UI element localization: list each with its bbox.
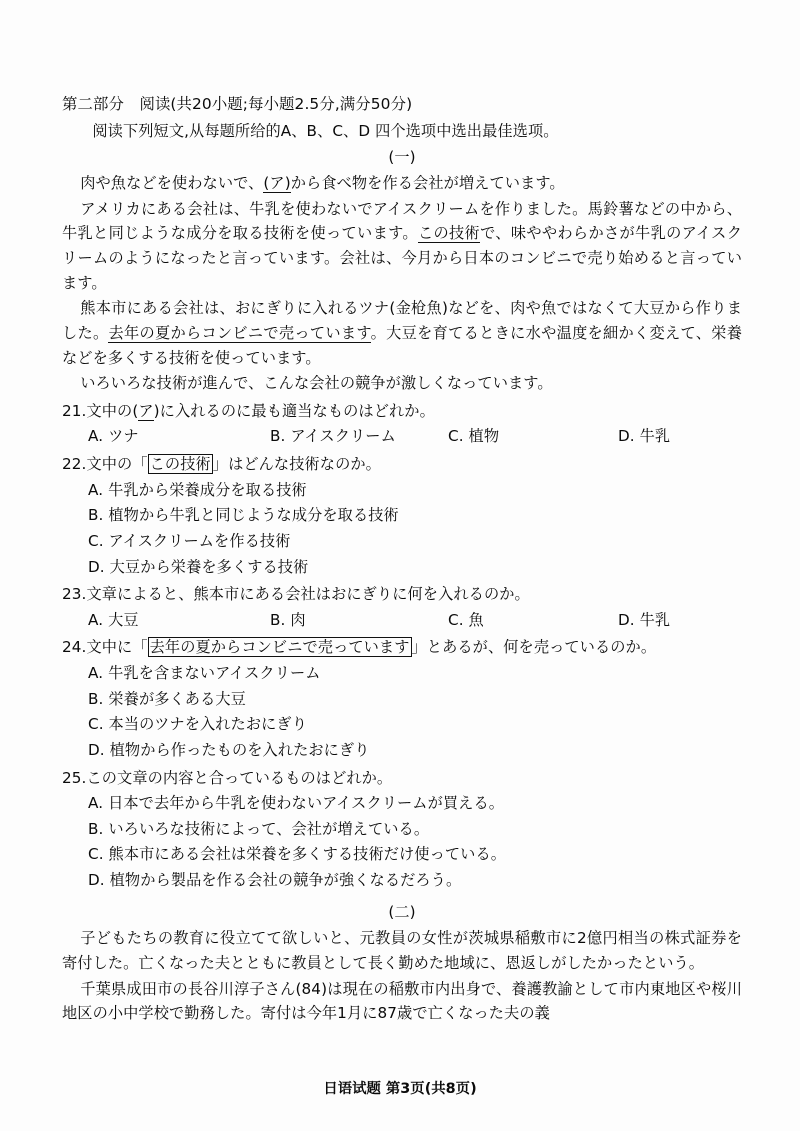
p3-underlined-phrase: 去年の夏からコンビニで売っています	[108, 323, 371, 342]
passage-one-paragraph-4: いろいろな技術が進んで、こんな会社の競争が激しくなっています。	[80, 374, 553, 393]
q24-option-a[interactable]: A. 牛乳を含まないアイスクリーム	[88, 664, 321, 683]
q21-number: 21.	[62, 401, 87, 420]
p3-text-a: 熊本市にある会社は、おにぎりに入れるツナ(金枪魚)などを、肉や魚ではなくて大豆から作りました。	[62, 299, 742, 342]
passage-one-label: (一)	[388, 147, 416, 166]
passage-two-paragraph-2: 千葉県成田市の長谷川淳子さん(84)は現在の稲敷市内出身で、養護教諭として市内東地区や桜川地区の小中学校で勤務した。寄付は今年1月に87歳で亡くなった夫の義	[62, 979, 742, 1023]
q22-option-c[interactable]: C. アイスクリームを作る技術	[88, 531, 291, 550]
q23-option-a[interactable]: A. 大豆	[88, 610, 139, 629]
q23-option-d[interactable]: D. 牛乳	[618, 610, 671, 629]
q22-option-a[interactable]: A. 牛乳から栄養成分を取る技術	[88, 480, 307, 499]
q22-stem-b: 」はどんな技術なのか。	[212, 455, 381, 474]
p1-text-after: から食べ物を作る会社が増えています。	[290, 174, 565, 193]
q25-stem-a: この文章の内容と合っているものはどれか。	[86, 768, 393, 787]
question-24-stem	[62, 635, 742, 660]
passage-two-label: (二)	[388, 902, 416, 921]
q25-option-a[interactable]: A. 日本で去年から牛乳を使わないアイスクリームが買える。	[88, 794, 505, 813]
p1-blank-marker: (ア)	[263, 174, 291, 193]
question-23-options	[88, 608, 742, 633]
passage-one-paragraph-3	[62, 296, 742, 370]
q24-boxed-phrase: 去年の夏からコンビニで売っています	[149, 638, 410, 657]
p2-text-b: で、味ややわらかさが牛乳のアイスクリームのようになったと言っています。会社は、今月から日本のコンビニで売り始めると言っています。	[62, 224, 742, 292]
passage-one-paragraph-1	[62, 171, 742, 196]
p1-text-before: 肉や魚などを使わないで、	[80, 174, 264, 193]
q21-option-a[interactable]: A. ツナ	[88, 427, 139, 446]
question-22-stem	[62, 452, 742, 477]
section-instruction: 阅读下列短文,从每题所给的A、B、C、D 四个选项中选出最佳选项。	[92, 121, 559, 140]
question-25-stem	[62, 766, 742, 791]
q22-option-b[interactable]: B. 植物から牛乳と同じような成分を取る技術	[88, 506, 399, 525]
q21-option-d[interactable]: D. 牛乳	[618, 427, 671, 446]
q22-number: 22.	[62, 455, 87, 474]
q21-option-b[interactable]: B. アイスクリーム	[270, 427, 396, 446]
q24-option-b[interactable]: B. 栄養が多くある大豆	[88, 689, 246, 708]
passage-two-paragraph-1: 子どもたちの教育に役立てて欲しいと、元教員の女性が茨城県稲敷市に2億円相当の株式証券を寄付した。亡くなった夫とともに教員として長く勤めた地域に、恩返しがしたかったという。	[62, 929, 742, 972]
q21-blank-marker: ア	[138, 401, 154, 420]
q25-option-d[interactable]: D. 植物から製品を作る会社の競争が強くなるだろう。	[88, 871, 462, 890]
section-title: 第二部分 阅读(共20小题;每小题2.5分,满分50分)	[62, 95, 413, 113]
p2-text-a: アメリカにある会社は、牛乳を使わないでアイスクリームを作りました。馬鈴薯などの中から、牛乳と同じような成分を取る技術を使っています。	[62, 199, 742, 243]
q25-option-c[interactable]: C. 熊本市にある会社は栄養を多くする技術だけ使っている。	[88, 845, 507, 864]
page-footer: 日语试题 第3页(共8页)	[323, 1081, 477, 1097]
q23-number: 23.	[62, 585, 87, 604]
question-23-stem	[62, 582, 742, 607]
q21-stem-b: )に入れるのに最も適当なものはどれか。	[153, 401, 435, 420]
q23-option-b[interactable]: B. 肉	[270, 610, 306, 629]
q23-stem-a: 文章によると、熊本市にある会社はおにぎりに何を入れるのか。	[86, 585, 530, 604]
q24-number: 24.	[62, 638, 87, 657]
q21-option-c[interactable]: C. 植物	[448, 427, 500, 446]
q24-option-c[interactable]: C. 本当のツナを入れたおにぎり	[88, 715, 307, 734]
question-21-options	[88, 424, 742, 449]
q24-stem-b: 」とあるが、何を売っているのか。	[411, 638, 657, 657]
question-21-stem	[62, 399, 742, 424]
q25-number: 25.	[62, 768, 87, 787]
q22-option-d[interactable]: D. 大豆から栄養を多くする技術	[88, 557, 309, 576]
q24-option-d[interactable]: D. 植物から作ったものを入れたおにぎり	[88, 740, 370, 759]
page-content	[62, 92, 742, 1027]
p2-underlined-phrase: この技術	[417, 224, 481, 243]
q24-stem-a: 文中に「	[86, 638, 148, 657]
p3-text-b: 。大豆を育てるときに水や温度を細かく変えて、栄養などを多くする技術を使っています。	[62, 323, 742, 367]
q23-option-c[interactable]: C. 魚	[448, 610, 484, 629]
q25-option-b[interactable]: B. いろいろな技術によって、会社が増えている。	[88, 819, 430, 838]
q22-boxed-phrase: この技術	[149, 455, 211, 474]
q22-stem-a: 文中の「	[86, 455, 148, 474]
q21-stem-a: 文中の(	[86, 401, 139, 420]
passage-one-paragraph-2	[62, 197, 742, 296]
